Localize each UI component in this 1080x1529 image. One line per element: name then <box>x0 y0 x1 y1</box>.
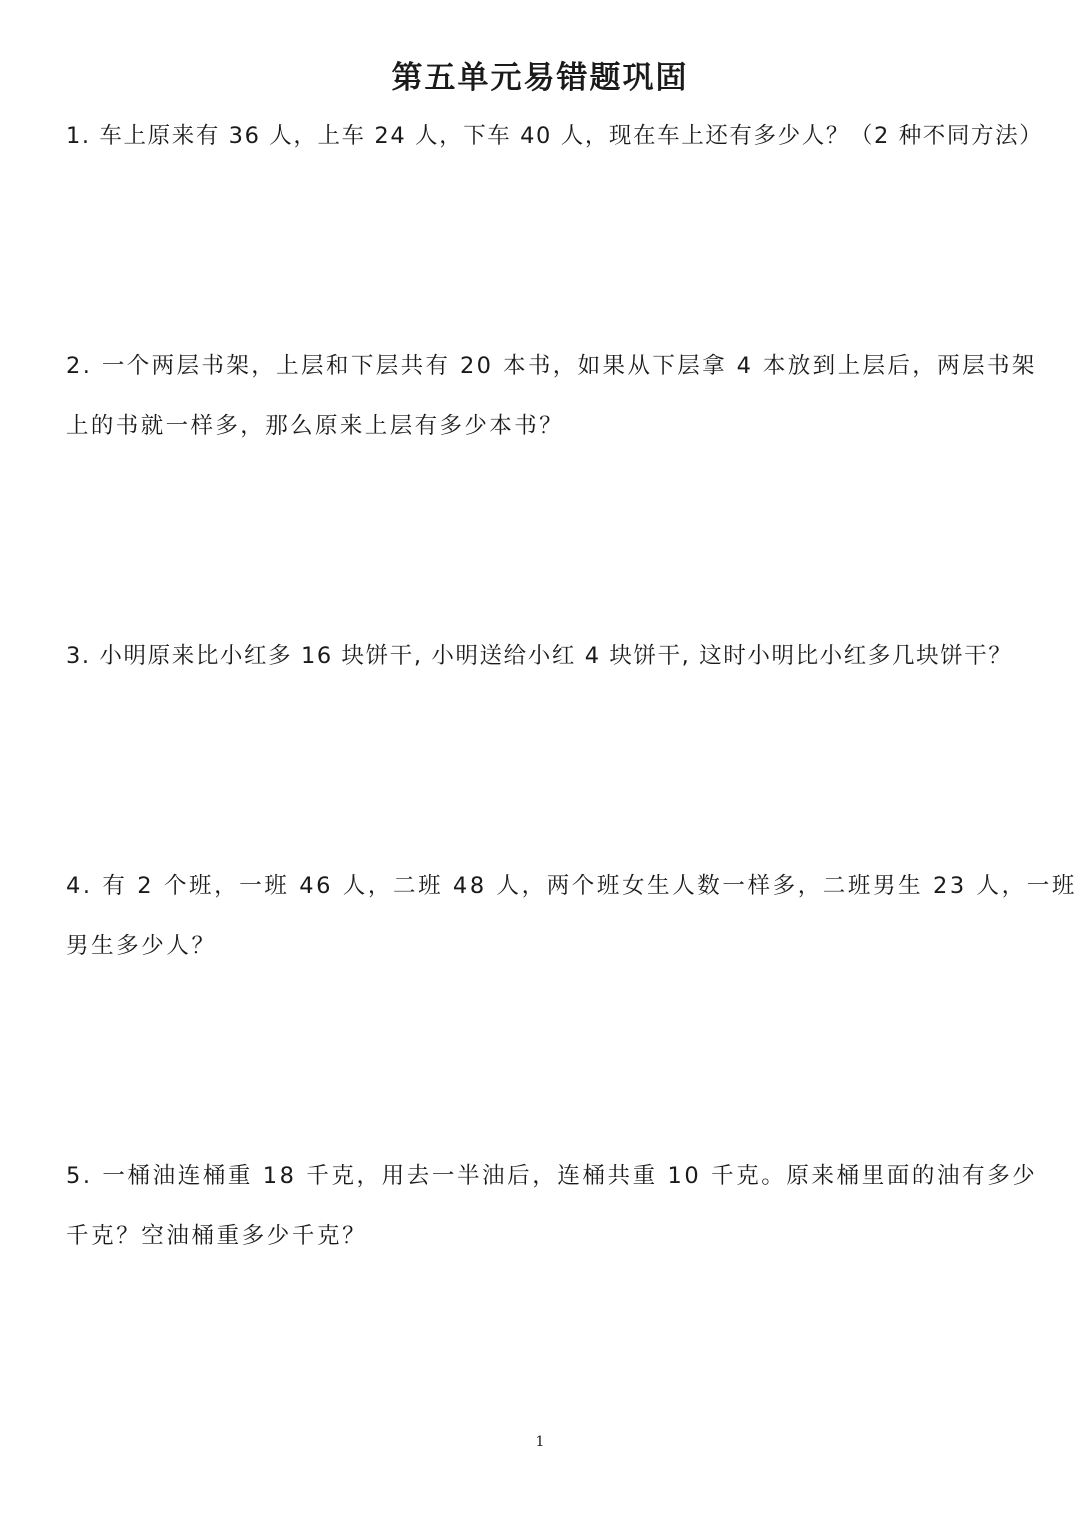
question-5-line-2: 千克？空油桶重多少千克？ <box>66 1223 368 1249</box>
question-2-line-1: 2. 一个两层书架，上层和下层共有 20 本书，如果从下层拿 4 本放到上层后，两层书架 <box>66 353 1037 379</box>
question-2-line-2: 上的书就一样多，那么原来上层有多少本书？ <box>66 413 565 439</box>
page-number: 1 <box>535 1434 545 1450</box>
page-title: 第五单元易错题巩固 <box>391 60 689 96</box>
question-4-line-1: 4. 有 2 个班，一班 46 人，二班 48 人，两个班女生人数一样多，二班男生 23 人，一班 <box>66 873 1077 899</box>
question-4 <box>66 856 1077 976</box>
question-1 <box>66 106 1046 166</box>
question-5-line-1: 5. 一桶油连桶重 18 千克，用去一半油后，连桶共重 10 千克。原来桶里面的油有多少 <box>66 1163 1038 1189</box>
question-3 <box>66 626 1046 686</box>
question-3-line-1: 3. 小明原来比小红多 16 块饼干, 小明送给小红 4 块饼干, 这时小明比小红多几块饼干？ <box>66 643 1013 669</box>
question-1-line-1: 1. 车上原来有 36 人，上车 24 人，下车 40 人，现在车上还有多少人？（2 种不同方法） <box>66 123 1044 149</box>
question-4-line-2: 男生多少人？ <box>66 933 217 959</box>
question-2 <box>66 336 1046 456</box>
question-5 <box>66 1146 1046 1266</box>
